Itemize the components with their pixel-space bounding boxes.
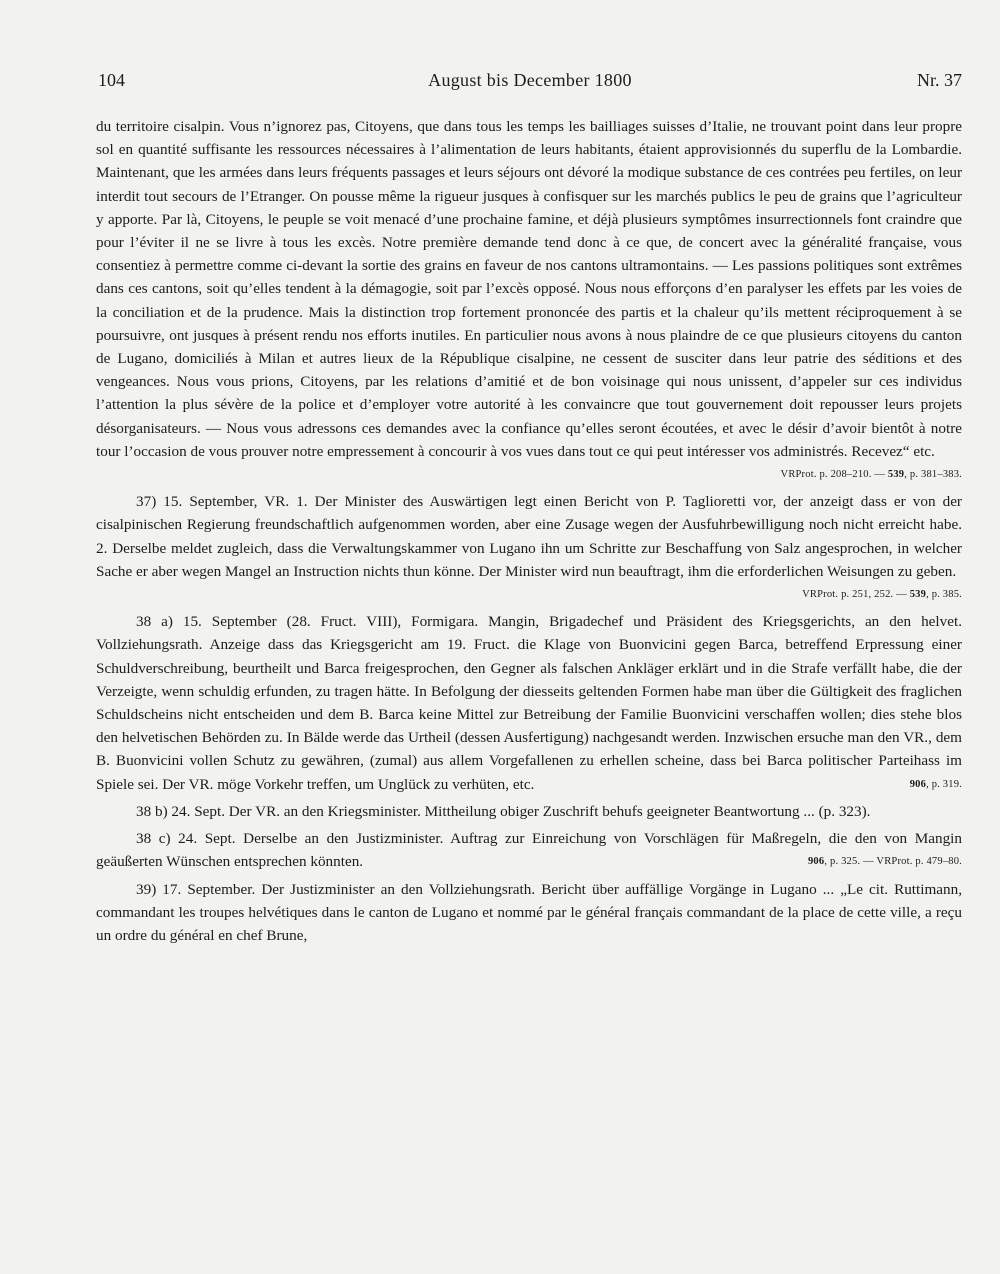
page-body xyxy=(96,115,962,947)
paragraph-38a xyxy=(96,610,962,796)
reference-volume: 539 xyxy=(909,589,927,601)
source-reference xyxy=(771,463,962,486)
reference-pages: , p. 319. xyxy=(926,778,962,790)
paragraph-text: du territoire cisalpin. Vous n’ignorez pas, Citoyens, que dans tous les temps les bailliages suisses d’Italie, ne trouvant point dans leur propre sol en quantité suffisante les ressources nécessaires à l’alimentation de leurs habitants, étaient approvisionnés du superflu de la Lombardie. Maintenant, que les armées dans leurs fréquents passages et leurs séjours ont dévoré la modique substance de ces contrées peu fertiles, on leur interdit tout secours de l’Etranger. On pousse même la rigueur jusques à confisquer sur les marchés publics le peu de grains que l’agriculteur y apporte. Par là, Citoyens, le peuple se voit menacé d’une prochaine famine, et déjà plusieurs symptômes insurrectionnels font craindre que pour l’éviter il ne se livre à tous les excès. Notre première demande tend donc à ce que, de concert avec la généralité française, vous consentiez à permettre comme ci-devant la sortie des grains en faveur de nos cantons ultramontains. — Les passions politiques sont extrêmes dans ces cantons, soit qu’elles tendent à la démagogie, soit par l’excès opposé. Nous nous efforçons d’en paralyser les effets par les voies de la conciliation et de la prudence. Mais la distinction trop fortement prononcée des partis et la chaleur qu’ils mettent réciproquement à se poursuivre, ont jusques à présent rendu nos efforts inutiles. En particulier nous avons à nous plaindre de ce que plusieurs citoyens du canton de Lugano, domiciliés à Milan et autres lieux de la République cisalpine, ne cessent de susciter dans leur patrie des séditions et des vengeances. Nous vous prions, Citoyens, par les relations d’amitié et de bon voisinage qui nous unissent, d’appeler sur ces individus l’attention la plus sévère de la police et d’employer votre autorité à les convaincre que tout gouvernement doit repousser leurs projets désorganisateurs. — Nous vous adressons ces demandes avec la confiance qu’elles seront écoutées, et avec le désir d’avoir bientôt à notre tour l’occasion de vous prouver notre empressement à concourir à vos vues dans tout ce qui peut intéresser vos administrés. Recevez“ etc. xyxy=(96,118,962,460)
paragraph-39 xyxy=(96,878,962,948)
source-reference xyxy=(758,850,962,873)
document-number: Nr. 37 xyxy=(917,70,962,90)
paragraph-38c xyxy=(96,827,962,873)
source-reference xyxy=(860,773,962,796)
reference-text: VRProt. p. 208–210. — xyxy=(780,469,888,481)
source-reference xyxy=(752,583,962,606)
paragraph-text: 37) 15. September, VR. 1. Der Minister des Auswärtigen legt einen Bericht von P. Taglioretti vor, der anzeigt dass er von der cisalpinischen Regierung freundschaftlich aufgenommen worden, aber eine Zusage wegen der Ausfuhrbewilligung noch nicht erreicht habe. 2. Derselbe meldet zugleich, dass die Verwaltungskammer von Lugano ihn um Schritte zur Beschaffung von Salz angesprochen, in welcher Sache er aber wegen Mangel an Instruction nichts thun könne. Der Minister wird nun beauftragt, ihm die erforderlichen Weisungen zu geben. xyxy=(96,493,962,580)
reference-pages: , p. 381–383. xyxy=(904,469,962,481)
paragraph-text: 38 c) 24. Sept. Derselbe an den Justizminister. Auftrag zur Einreichung von Vorschlägen für Maßregeln, die den von Mangin geäußerten Wünschen entsprechen könnten. xyxy=(96,830,962,871)
paragraph-text: 38 a) 15. September (28. Fruct. VIII), Formigara. Mangin, Brigadechef und Präsident des Kriegsgerichts, an den helvet. Vollziehungsrath. Anzeige dass das Kriegsgericht am 19. Fruct. die Klage von Buonvicini gegen Barca, betreffend Erpressung einer Schuldverschreibung, beurtheilt und Barca freigesprochen, den Gegner als falschen Ankläger erklärt und in die Strafe verfällt habe, die der Verzeigte, wenn schuldig erfunden, zu tragen hätte. In Befolgung der diesseits geltenden Formen habe man über die Gültigkeit des fraglichen Schuldscheins nicht entscheiden und dem B. Barca keine Mittel zur Betreibung der Familie Buonvicini verschaffen wollen; dies stehe blos den helvetischen Behörden zu. In Bälde werde das Urtheil (dessen Ausfertigung) nachgesandt werden. Inzwischen ersuche man den VR., dem B. Buonvicini vollen Schutz zu gewähren, (zumal) aus allem Vorgefallenen zu erhellen scheine, dass bei Barca politischer Parteihass im Spiele sei. Der VR. möge Vorkehr treffen, um Unglück zu verhüten, etc. xyxy=(96,613,962,793)
reference-pages: , p. 325. — VRProt. p. 479–80. xyxy=(824,856,962,868)
paragraph-38b xyxy=(96,800,962,823)
running-title: August bis December 1800 xyxy=(428,70,632,90)
paragraph-text: 38 b) 24. Sept. Der VR. an den Kriegsminister. Mittheilung obiger Zuschrift behufs geeigneter Beantwortung ... (p. 323). xyxy=(136,802,871,820)
reference-volume: 906 xyxy=(807,856,825,868)
page-number: 104 xyxy=(98,70,125,90)
paragraph-37 xyxy=(96,490,962,601)
reference-text: VRProt. p. 251, 252. — xyxy=(802,589,910,601)
paragraph-1 xyxy=(96,115,962,481)
reference-volume: 906 xyxy=(909,778,927,790)
paragraph-text: 39) 17. September. Der Justizminister an den Vollziehungsrath. Bericht über auffällige Vorgänge in Lugano ... „Le cit. Ruttimann, commandant les troupes helvétiques dans le canton de Lugano et nommé par le général français commandant de la place de cette ville, a reçu un ordre du général en chef Brune, xyxy=(96,880,962,944)
reference-pages: , p. 385. xyxy=(926,589,962,601)
reference-volume: 539 xyxy=(887,469,905,481)
running-header xyxy=(98,70,962,100)
